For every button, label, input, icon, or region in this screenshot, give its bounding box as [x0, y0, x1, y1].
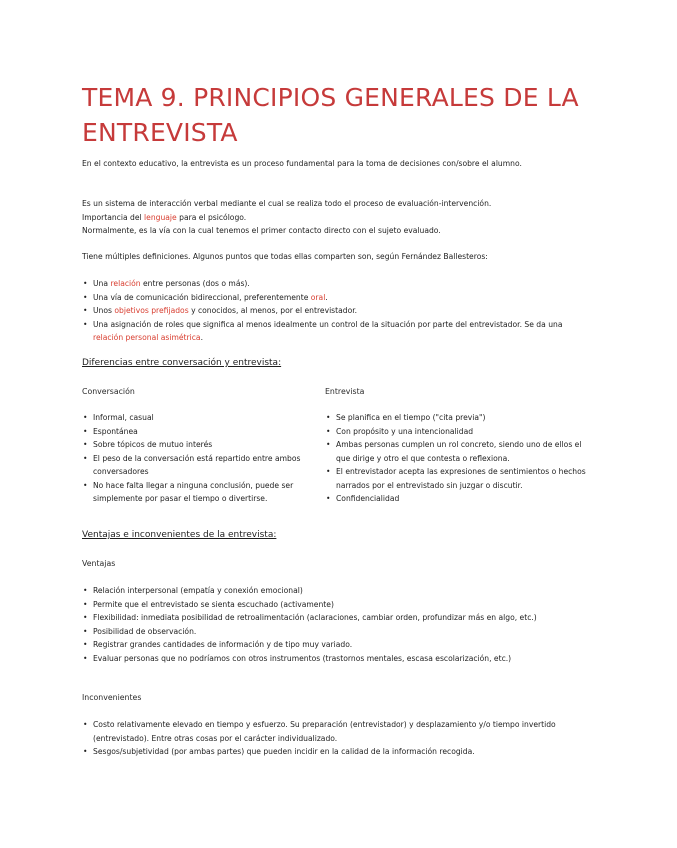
list-item-highlight: oral [310, 292, 326, 302]
list-item-text-end: entre personas (dos o más). [140, 279, 250, 288]
definition-line-2-text-end: para el psicólogo. [176, 212, 247, 222]
list-item: • Posibilidad de observación. [82, 625, 598, 639]
intro-paragraph: En el contexto educativo, la entrevista es un proceso fundamental para la toma de decisiones con/sobre el alumno. [82, 159, 522, 168]
list-item [82, 277, 584, 291]
list-item-highlight: objetivos prefijados [114, 306, 189, 315]
list-item: • Confidencialidad [325, 492, 597, 506]
highlight-lenguaje: lenguaje [144, 212, 177, 222]
list-item [82, 291, 584, 305]
list-item-text-end: . [200, 333, 204, 342]
conversation-column-title: Conversación [82, 387, 135, 396]
list-item-highlight: relación personal asimétrica [93, 333, 201, 342]
list-item-text-end: y conocidos, al menos, por el entrevistador. [188, 306, 358, 315]
disadvantages-list [82, 718, 598, 759]
definition-line-2-text: Importancia del [82, 212, 145, 222]
list-item-text-end: . [325, 292, 328, 302]
advantages-title: Ventajas [82, 559, 116, 568]
list-item: • Sesgos/subjetividad (por ambas partes) que pueden incidir en la calidad de la información recogida. [82, 745, 598, 759]
list-item [82, 304, 584, 318]
list-item: • Espontánea [82, 425, 308, 439]
disadvantages-title: Inconvenientes [82, 693, 142, 702]
shared-points-list [82, 277, 584, 345]
list-item-text: Una [93, 279, 111, 288]
list-item: • Con propósito y una intencionalidad [325, 425, 597, 439]
list-item: • El entrevistador acepta las expresiones de sentimientos o hechos narrados por el entrevistado sin juzgar o discutir. [325, 465, 597, 492]
list-item: • Sobre tópicos de mutuo interés [82, 438, 308, 452]
differences-heading: Diferencias entre conversación y entrevista: [82, 358, 282, 368]
list-item: • Informal, casual [82, 411, 308, 425]
definition-paragraph [82, 197, 602, 238]
list-item: • Relación interpersonal (empatía y conexión emocional) [82, 584, 598, 598]
list-item: • Ambas personas cumplen un rol concreto, siendo uno de ellos el que dirige y otro el que contesta o reflexiona. [325, 438, 597, 465]
definitions-intro: Tiene múltiples definiciones. Algunos puntos que todas ellas comparten son, según Fernández Ballesteros: [82, 252, 488, 261]
list-item: • No hace falta llegar a ninguna conclusión, puede ser simplemente por pasar el tiempo o divertirse. [82, 479, 308, 506]
definition-line-3: Normalmente, es la vía con la cual tenemos el primer contacto directo con el sujeto evaluado. [82, 226, 441, 235]
list-item [82, 318, 584, 345]
definition-line-1: Es un sistema de interacción verbal mediante el cual se realiza todo el proceso de evaluación-intervención. [82, 199, 492, 208]
list-item: • El peso de la conversación está repartido entre ambos conversadores [82, 452, 308, 479]
list-item-text: Una vía de comunicación bidireccional, preferentemente [93, 292, 311, 302]
list-item: • Se planifica en el tiempo ("cita previa") [325, 411, 597, 425]
list-item: • Permite que el entrevistado se sienta escuchado (activamente) [82, 598, 598, 612]
page-title: TEMA 9. PRINCIPIOS GENERALES DE LA ENTREVISTA [82, 83, 579, 147]
list-item-highlight: relación [110, 279, 141, 288]
list-item: • Registrar grandes cantidades de información y de tipo muy variado. [82, 638, 598, 652]
list-item: • Costo relativamente elevado en tiempo y esfuerzo. Su preparación (entrevistador) y desplazamiento y/o tiempo invertido (entrevistado). Entre otras cosas por el carácter individualizado. [82, 718, 598, 745]
list-item-text: Unos [93, 306, 115, 315]
advantages-list [82, 584, 598, 665]
list-item-text: Una asignación de roles que significa al menos idealmente un control de la situación por parte del entrevistador. Se da una [93, 319, 563, 329]
conversation-list [82, 411, 308, 506]
list-item: • Evaluar personas que no podríamos con otros instrumentos (trastornos mentales, escasa escolarización, etc.) [82, 652, 598, 666]
pros-cons-heading: Ventajas e inconvenientes de la entrevista: [82, 530, 277, 540]
definition-line-2 [82, 211, 602, 225]
list-item: • Flexibilidad: inmediata posibilidad de retroalimentación (aclaraciones, cambiar orden, profundizar más en algo, etc.) [82, 611, 598, 625]
interview-column-title: Entrevista [325, 387, 365, 396]
interview-list [325, 411, 597, 506]
